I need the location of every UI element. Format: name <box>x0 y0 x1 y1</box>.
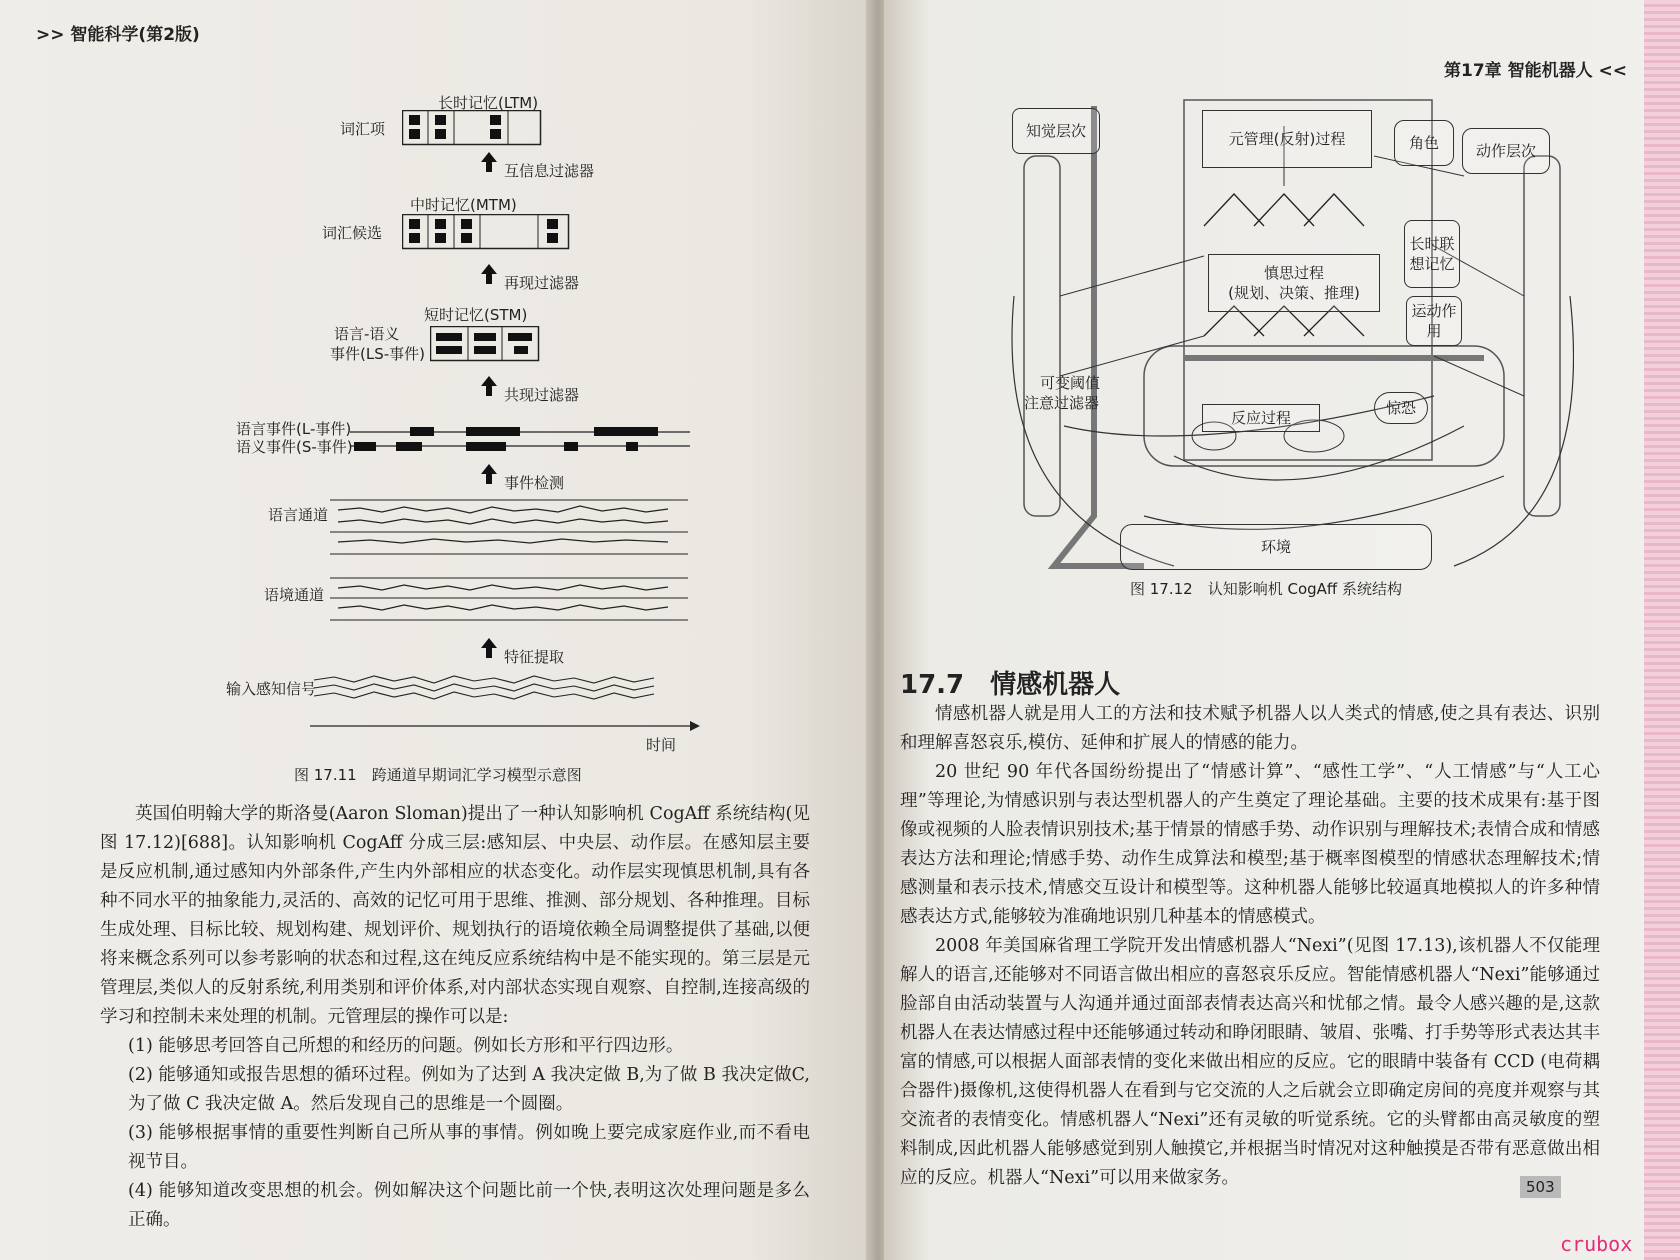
right-body-text <box>900 700 1600 1193</box>
variable-threshold-label-1: 可变阈值 <box>1040 374 1101 392</box>
figure-17-12-caption: 图 17.12 认知影响机 CogAff 系统结构 <box>1130 580 1403 598</box>
event-timelines <box>350 418 690 458</box>
input-signal-waves <box>310 670 700 738</box>
section-title: 17.7 情感机器人 <box>900 670 1121 700</box>
right-page <box>884 0 1644 1260</box>
right-running-header <box>1444 56 1627 81</box>
mtm-label: 中时记忆(MTM) <box>410 196 517 214</box>
vocab-item-label: 词汇项 <box>340 120 386 138</box>
left-body-text <box>100 800 810 1235</box>
double-chevron-left-icon: << <box>1598 61 1627 81</box>
lang-channel-label: 语言通道 <box>268 506 329 524</box>
list-item: (2) 能够通知或报告思想的循环过程。例如为了达到 A 我决定做 B,为了做 B 我决定做C,为了做 C 我决定做 A。然后发现自己的思维是一个圆圈。 <box>128 1065 810 1114</box>
deliberative-box <box>1208 254 1380 312</box>
list-item: (1) 能够思考回答自己所想的和经历的问题。例如长方形和平行四边形。 <box>128 1036 684 1056</box>
vocab-candidate-label: 词汇候选 <box>322 224 383 242</box>
stm-label: 短时记忆(STM) <box>424 306 528 324</box>
perception-layer-box: 知觉层次 <box>1012 108 1100 154</box>
arrow-stem <box>486 162 492 172</box>
event-detect-label: 事件检测 <box>504 474 565 492</box>
arrow-up-icon <box>481 464 497 474</box>
left-header-text: 智能科学(第2版) <box>70 25 200 45</box>
s-event-label: 语义事件(S-事件) <box>236 438 353 456</box>
ltm-memory-bar <box>402 110 542 146</box>
motor-box: 运动作用 <box>1406 296 1462 346</box>
left-running-header <box>36 20 200 45</box>
page-number: 503 <box>1520 1176 1561 1198</box>
channel-signals <box>330 498 690 628</box>
role-box: 角色 <box>1394 120 1454 166</box>
stm-memory-bar <box>430 326 540 362</box>
deliberative-label-2: (规划、决策、推理) <box>1228 284 1360 302</box>
feature-extract-label: 特征提取 <box>504 648 565 666</box>
list-item: (3) 能够根据事情的重要性判断自己所从事的事情。例如晚上要完成家庭作业,而不看电视节目。 <box>128 1123 810 1172</box>
l-event-label: 语言事件(L-事件) <box>236 420 352 438</box>
arrow-stem <box>486 274 492 284</box>
filter1-label: 互信息过滤器 <box>504 162 595 180</box>
action-layer-box: 动作层次 <box>1462 128 1550 174</box>
arrow-up-icon <box>481 638 497 648</box>
arrow-stem <box>486 648 492 658</box>
list-item: (4) 能够知道改变思想的机会。例如解决这个问题比前一个快,表明这次处理问题是多么正确。 <box>128 1181 810 1230</box>
mtm-memory-bar <box>402 214 570 250</box>
ls-event-label-2: 事件(LS-事件) <box>330 345 425 363</box>
time-axis-label: 时间 <box>646 736 677 754</box>
filter3-label: 共现过滤器 <box>504 386 580 404</box>
reactive-box: 反应过程 <box>1202 404 1320 432</box>
meta-management-box: 元管理(反射)过程 <box>1202 110 1372 168</box>
filter2-label: 再现过滤器 <box>504 274 580 292</box>
watermark-text: crubox <box>1560 1232 1633 1256</box>
arrow-up-icon <box>481 376 497 386</box>
ltm-label: 长时记忆(LTM) <box>438 94 539 112</box>
long-term-memory-box: 长时联想记忆 <box>1404 220 1460 288</box>
context-channel-label: 语境通道 <box>264 586 325 604</box>
background-fabric <box>1644 0 1680 1260</box>
arrow-stem <box>486 474 492 484</box>
environment-box: 环境 <box>1120 524 1432 570</box>
alarm-box: 惊恐 <box>1374 392 1428 424</box>
left-paragraph: 英国伯明翰大学的斯洛曼(Aaron Sloman)提出了一种认知影响机 CogAff 系统结构(见图 17.12)[688]。认知影响机 CogAff 分成三层:感知层、中央层、动作层。在感知层主要是反应机制,通过感知内外部条件,产生内外部相应的状态变化。动作层实现慎思机制,具有各种不同水平的抽象能力,灵活的、高效的记忆可用于思维、推测、部分规划、各种推理。目标生成处理、目标比较、规划构建、规划评价、规划执行的语境依赖全局调整提供了基础,以便将来概念系列可以参考影响的状态和过程,这在纯反应系统结构中是不能实现的。第三层是元管理层,类似人的反射系统,利用类别和评价体系,对内部状态实现自观察、自控制,连接高级的学习和控制未来处理的机制。元管理层的操作可以是: <box>100 804 810 1027</box>
figure-17-11-caption: 图 17.11 跨通道早期词汇学习模型示意图 <box>294 766 582 784</box>
arrow-up-icon <box>481 152 497 162</box>
right-paragraph: 情感机器人就是用人工的方法和技术赋予机器人以人类式的情感,使之具有表达、识别和理解喜怒哀乐,模仿、延伸和扩展人的情感的能力。 <box>900 704 1600 753</box>
deliberative-label-1: 慎思过程 <box>1263 264 1324 282</box>
ls-event-label-1: 语言-语义 <box>334 325 400 343</box>
right-paragraph: 2008 年美国麻省理工学院开发出情感机器人“Nexi”(见图 17.13),该机器人不仅能理解人的语言,还能够对不同语言做出相应的喜怒哀乐反应。智能情感机器人“Nexi”能够通过脸部自由活动装置与人沟通并通过面部表情表达高兴和忧郁之情。最令人感兴趣的是,这款机器人在表达情感过程中还能够通过转动和睁闭眼睛、皱眉、张嘴、打手势等形式表达其丰富的情感,可以根据人面部表情的变化来做出相应的反应。它的眼睛中装备有 CCD (电荷耦合器件)摄像机,这使得机器人在看到与它交流的人之后就会立即确定房间的亮度并观察与其交流者的表情变化。情感机器人“Nexi”还有灵敏的听觉系统。它的头臂都由高灵敏度的塑料制成,因此机器人能够感觉到别人触摸它,并根据当时情况对这种触摸是否带有恶意做出相应的反应。机器人“Nexi”可以用来做家务。 <box>900 936 1600 1188</box>
arrow-stem <box>486 386 492 396</box>
input-signal-label: 输入感知信号 <box>226 680 317 698</box>
right-paragraph: 20 世纪 90 年代各国纷纷提出了“情感计算”、“感性工学”、“人工情感”与“人工心理”等理论,为情感识别与表达型机器人的产生奠定了理论基础。主要的技术成果有:基于图像或视频的人脸表情识别技术;基于情景的情感手势、动作识别与理解技术;表情合成和情感表达方法和理论;情感手势、动作生成算法和模型;基于概率图模型的情感状态理解技术;情感测量和表示技术,情感交互设计和模型等。这种机器人能够比较逼真地模拟人的许多种情感表达方式,能够较为准确地识别几种基本的情感模式。 <box>900 762 1600 927</box>
right-header-text: 第17章 智能机器人 <box>1444 61 1593 81</box>
double-chevron-right-icon: >> <box>36 25 65 45</box>
variable-threshold-label-2: 注意过滤器 <box>1024 394 1100 412</box>
arrow-up-icon <box>481 264 497 274</box>
